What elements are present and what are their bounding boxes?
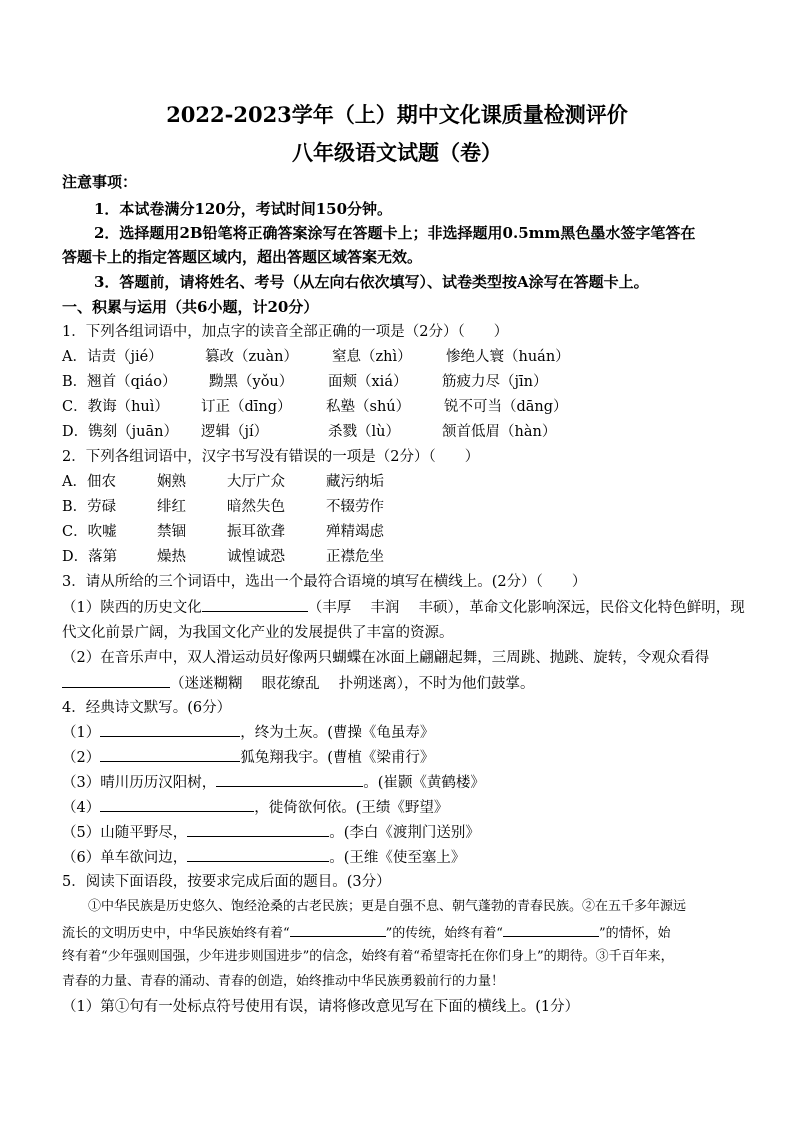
q5-para2-a: 流长的文明历史中，中华民族始终有着“ — [62, 926, 290, 941]
q4-line-1 — [62, 722, 434, 743]
q1-option-c-3: 私塾（shú） — [326, 399, 411, 415]
notice-heading: 注意事项： — [62, 173, 138, 191]
q5-stem: 5．阅读下面语段，按要求完成后面的题目。(3分） — [62, 874, 391, 890]
q5-paragraph-line-2 — [62, 922, 671, 944]
q2-option-b-3: 暗然失色 — [227, 499, 285, 515]
q2-option-c-1: C．吹嘘 — [62, 524, 117, 540]
q1-option-b-1: B．翘首（qiáo） — [62, 374, 177, 390]
q4-line-3-post: 。(崔颢《黄鹤楼》 — [363, 775, 485, 791]
q1-option-a-3: 窒息（zhì） — [332, 349, 412, 365]
q3-blank-2[interactable] — [62, 673, 170, 688]
q3-part1-line2: 代文化前景广阔，为我国文化产业的发展提供了丰富的资源。 — [62, 625, 454, 641]
q4-line-2-post: 狐兔翔我宇。(曹植《梁甫行》 — [240, 750, 435, 766]
q3-blank-1[interactable] — [202, 597, 308, 612]
q1-option-a-1: A．诘责（jié） — [62, 349, 163, 365]
notice-item-2b: 答题卡上的指定答题区域内，超出答题区域答案无效。 — [62, 248, 423, 266]
q1-option-a-2: 篡改（zuàn） — [205, 349, 298, 365]
section-1-heading: 一、积累与运用（共6小题，计20分） — [62, 298, 319, 316]
q4-line-4 — [62, 797, 448, 818]
q4-blank-4[interactable] — [100, 797, 254, 812]
q5-blank-2[interactable] — [503, 922, 599, 937]
notice-item-3: 3．答题前，请将姓名、考号（从左向右依次填写）、试卷类型按A涂写在答题卡上。 — [94, 273, 649, 291]
q4-line-1-pre: （1） — [62, 725, 101, 741]
q1-option-c-2: 订正（dīng） — [201, 399, 292, 415]
q2-option-c-2: 禁锢 — [157, 524, 186, 540]
q3-part2-post: （迷迷糊糊 眼花缭乱 扑朔迷离），不时为他们鼓掌。 — [170, 676, 535, 692]
q2-option-b-2: 绯红 — [157, 499, 186, 515]
notice-item-1: 1．本试卷满分120分，考试时间150分钟。 — [94, 200, 393, 218]
q4-line-6-post: 。(王维《使至塞上》 — [329, 850, 466, 866]
q5-paragraph-line-3: 终有着“少年强则国强，少年进步则国进步”的信念，始终有着“希望寄托在你们身上”的期待。③千百年来， — [62, 949, 674, 964]
q2-option-a-2: 娴熟 — [157, 474, 186, 490]
q4-line-2 — [62, 747, 434, 768]
q4-line-6-pre: （6）单车欲问边， — [62, 850, 188, 866]
exam-title: 2022-2023学年（上）期中文化课质量检测评价 — [166, 102, 628, 127]
q1-option-b-2: 黝黑（yǒu） — [209, 374, 294, 390]
q2-option-a-1: A．佃农 — [62, 474, 116, 490]
q2-option-b-4: 不辍劳作 — [326, 499, 384, 515]
q5-para2-c: ”的情怀，始 — [598, 926, 671, 941]
q4-line-3-pre: （3）晴川历历汉阳树， — [62, 775, 217, 791]
q4-line-3 — [62, 772, 485, 793]
q5-paragraph-line-4: 青春的力量、青春的涌动、青春的创造，始终推动中华民族勇毅前行的力量！ — [62, 974, 505, 989]
q2-option-d-3: 诚惶诚恐 — [227, 549, 285, 565]
q5-blank-1[interactable] — [290, 922, 386, 937]
q2-option-a-3: 大厅广众 — [227, 474, 285, 490]
q2-option-c-3: 振耳欲聋 — [227, 524, 285, 540]
q5-subquestion-1: （1）第①句有一处标点符号使用有误，请将修改意见写在下面的横线上。(1分） — [62, 999, 580, 1015]
q5-paragraph-line-1: ①中华民族是历史悠久、饱经沧桑的古老民族；更是自强不息、朝气蓬勃的青春民族。②在五千多年源远 — [88, 899, 687, 914]
q3-part2-line1: （2）在音乐声中，双人滑运动员好像两只蝴蝶在冰面上翩翩起舞，三周跳、抛跳、旋转，令观众看得 — [62, 650, 710, 666]
q4-line-5 — [62, 822, 480, 843]
q4-blank-6[interactable] — [187, 847, 329, 862]
exam-subtitle: 八年级语文试题（卷） — [292, 140, 502, 165]
q1-stem: 1．下列各组词语中，加点字的读音全部正确的一项是（2分）（ ） — [62, 324, 509, 340]
q4-line-4-post: ，徙倚欲何依。(王绩《野望》 — [254, 800, 449, 816]
q4-line-4-pre: （4） — [62, 800, 101, 816]
q4-line-6 — [62, 847, 465, 868]
q3-stem: 3．请从所给的三个词语中，选出一个最符合语境的填写在横线上。(2分）（ ） — [62, 574, 587, 590]
q1-option-c-1: C．教诲（huì） — [62, 399, 169, 415]
q1-option-b-4: 筋疲力尽（jīn） — [442, 374, 548, 390]
q2-option-d-4: 正襟危坐 — [326, 549, 384, 565]
q2-option-d-1: D．落第 — [62, 549, 118, 565]
q1-option-c-4: 锐不可当（dāng） — [444, 399, 568, 415]
q5-para2-b: ”的传统，始终有着“ — [385, 926, 503, 941]
q1-option-b-3: 面颊（xiá） — [328, 374, 408, 390]
q1-option-d-4: 颔首低眉（hàn） — [442, 424, 557, 440]
q2-option-a-4: 藏污纳垢 — [326, 474, 384, 490]
q4-line-1-post: ，终为土灰。(曹操《龟虽寿》 — [240, 725, 435, 741]
notice-item-2a: 2．选择题用2B铅笔将正确答案涂写在答题卡上；非选择题用0.5mm黑色墨水签字笔答在 — [94, 224, 696, 242]
q2-option-b-1: B．劳碌 — [62, 499, 117, 515]
q1-option-d-1: D．镌刻（juān） — [62, 424, 178, 440]
q3-part1-line1 — [62, 597, 745, 618]
q3-part2-line2 — [62, 673, 534, 694]
q2-option-c-4: 殚精竭虑 — [326, 524, 384, 540]
q4-blank-2[interactable] — [100, 747, 240, 762]
q2-stem: 2．下列各组词语中，汉字书写没有错误的一项是（2分）（ ） — [62, 449, 480, 465]
q1-option-a-4: 惨绝人寰（huán） — [446, 349, 570, 365]
q3-part1-pre: （1）陕西的历史文化 — [62, 600, 202, 616]
q4-stem: 4．经典诗文默写。(6分） — [62, 700, 232, 716]
q1-option-d-3: 杀戮（lù） — [328, 424, 400, 440]
q4-line-5-post: 。(李白《渡荆门送别》 — [329, 825, 480, 841]
q3-part1-post: （丰厚 丰润 丰硕），革命文化影响深远，民俗文化特色鲜明，现 — [307, 600, 745, 616]
q4-line-2-pre: （2） — [62, 750, 101, 766]
q4-line-5-pre: （5）山随平野尽， — [62, 825, 188, 841]
q4-blank-1[interactable] — [100, 722, 240, 737]
q4-blank-5[interactable] — [187, 822, 329, 837]
q4-blank-3[interactable] — [216, 772, 363, 787]
q1-option-d-2: 逻辑（jí） — [201, 424, 269, 440]
q2-option-d-2: 燥热 — [157, 549, 186, 565]
